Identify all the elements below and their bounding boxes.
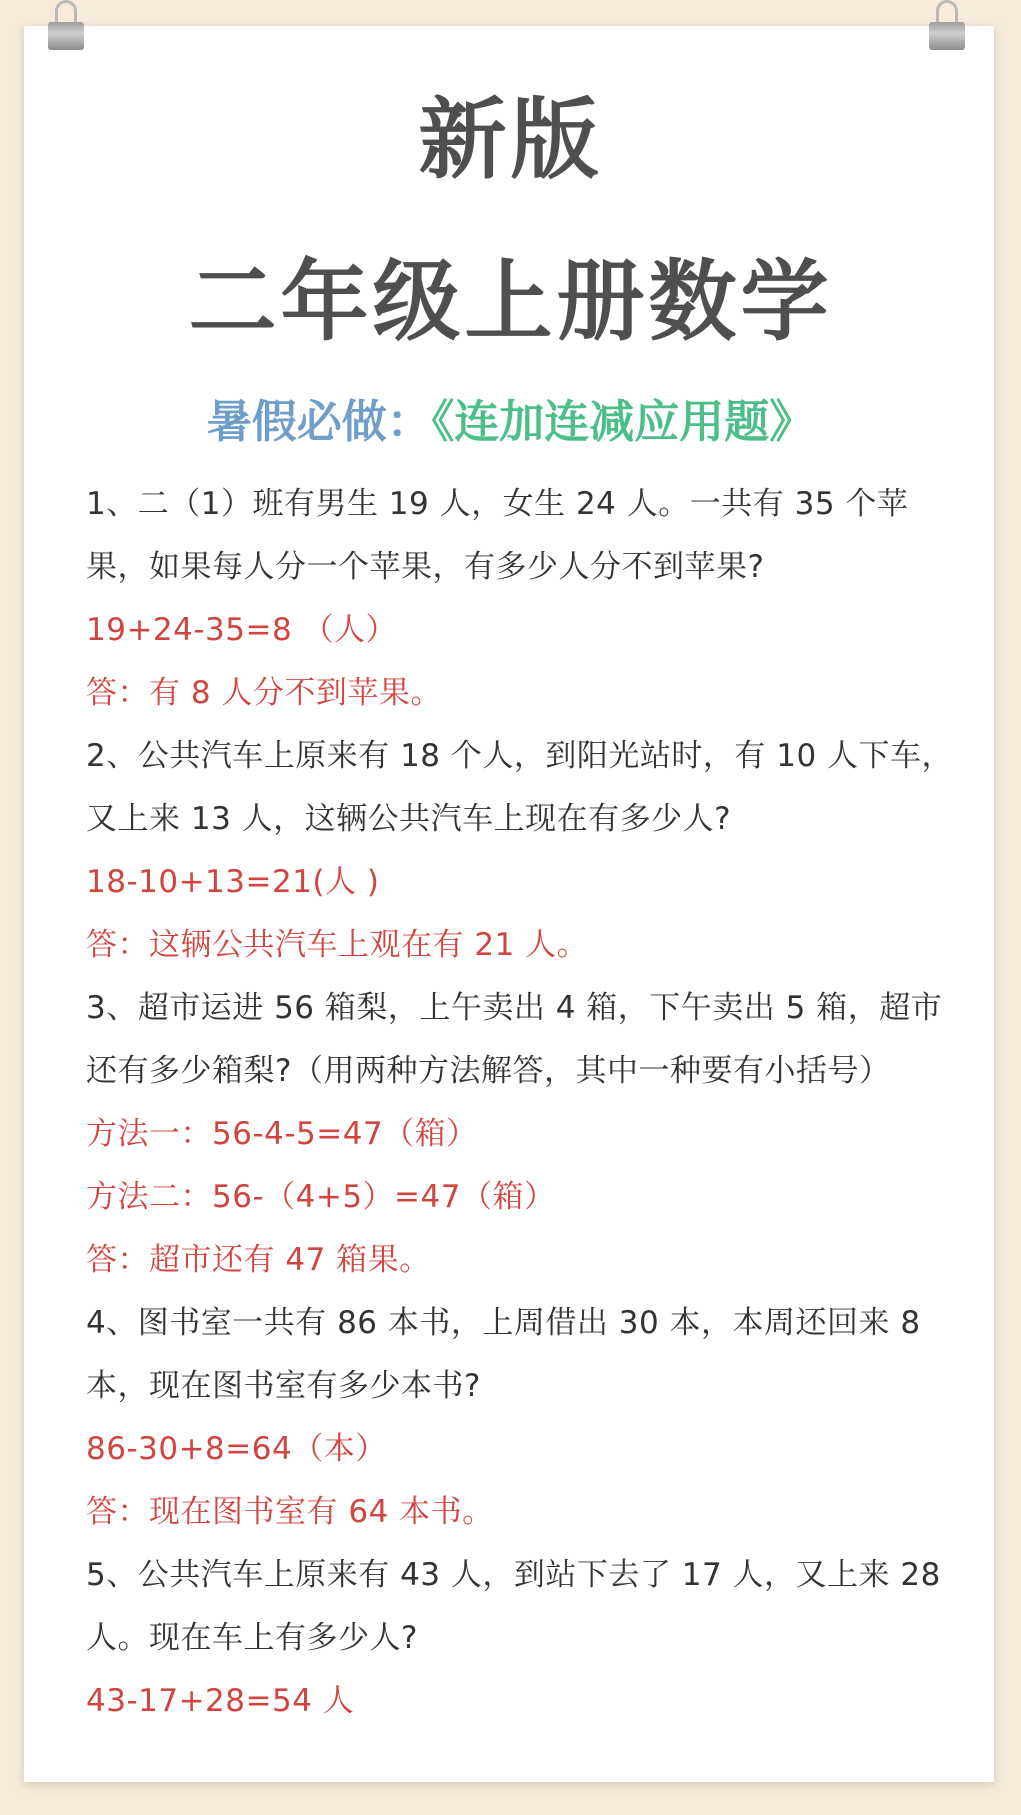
answer-line: 答：超市还有 47 箱果。: [86, 1242, 431, 1278]
title-line-2: 二年级上册数学: [188, 250, 833, 353]
question-line: 果，如果每人分一个苹果，有多少人分不到苹果?: [86, 549, 765, 585]
subtitle: [0, 394, 1021, 450]
subtitle-name: 《连加连减应用题》: [431, 395, 815, 448]
question-line: 人。现在车上有多少人?: [86, 1620, 418, 1656]
question-line: 4、图书室一共有 86 本书，上周借出 30 本，本周还回来 8: [86, 1305, 921, 1341]
binder-clip-left-icon: [48, 0, 84, 52]
question-line: 1、二（1）班有男生 19 人，女生 24 人。一共有 35 个苹: [86, 486, 909, 522]
binder-clip-right-icon: [929, 0, 965, 52]
title-line-1: 新版: [418, 88, 603, 191]
answer-line: 答：有 8 人分不到苹果。: [86, 675, 442, 711]
subtitle-prefix: 暑假必做：: [206, 395, 432, 448]
answer-line: 18-10+13=21(人 ): [86, 864, 380, 900]
question-line: 还有多少箱梨?（用两种方法解答，其中一种要有小括号）: [86, 1053, 891, 1089]
answer-line: 方法二：56-（4+5）=47（箱）: [86, 1179, 556, 1215]
question-line: 又上来 13 人，这辆公共汽车上现在有多少人?: [86, 801, 732, 837]
answer-line: 19+24-35=8 （人）: [86, 612, 398, 648]
question-line: 5、公共汽车上原来有 43 人，到站下去了 17 人，又上来 28: [86, 1557, 941, 1593]
answer-line: 方法一：56-4-5=47（箱）: [86, 1116, 478, 1152]
answer-line: 86-30+8=64（本）: [86, 1431, 387, 1467]
answer-line: 答：现在图书室有 64 本书。: [86, 1494, 494, 1530]
question-line: 3、超市运进 56 箱梨，上午卖出 4 箱，下午卖出 5 箱，超市: [86, 990, 943, 1026]
question-line: 本，现在图书室有多少本书?: [86, 1368, 481, 1404]
question-line: 2、公共汽车上原来有 18 个人，到阳光站时，有 10 人下车，: [86, 738, 954, 774]
answer-line: 答：这辆公共汽车上观在有 21 人。: [86, 927, 589, 963]
problem-list: [86, 473, 966, 1733]
answer-line: 43-17+28=54 人: [86, 1683, 355, 1719]
